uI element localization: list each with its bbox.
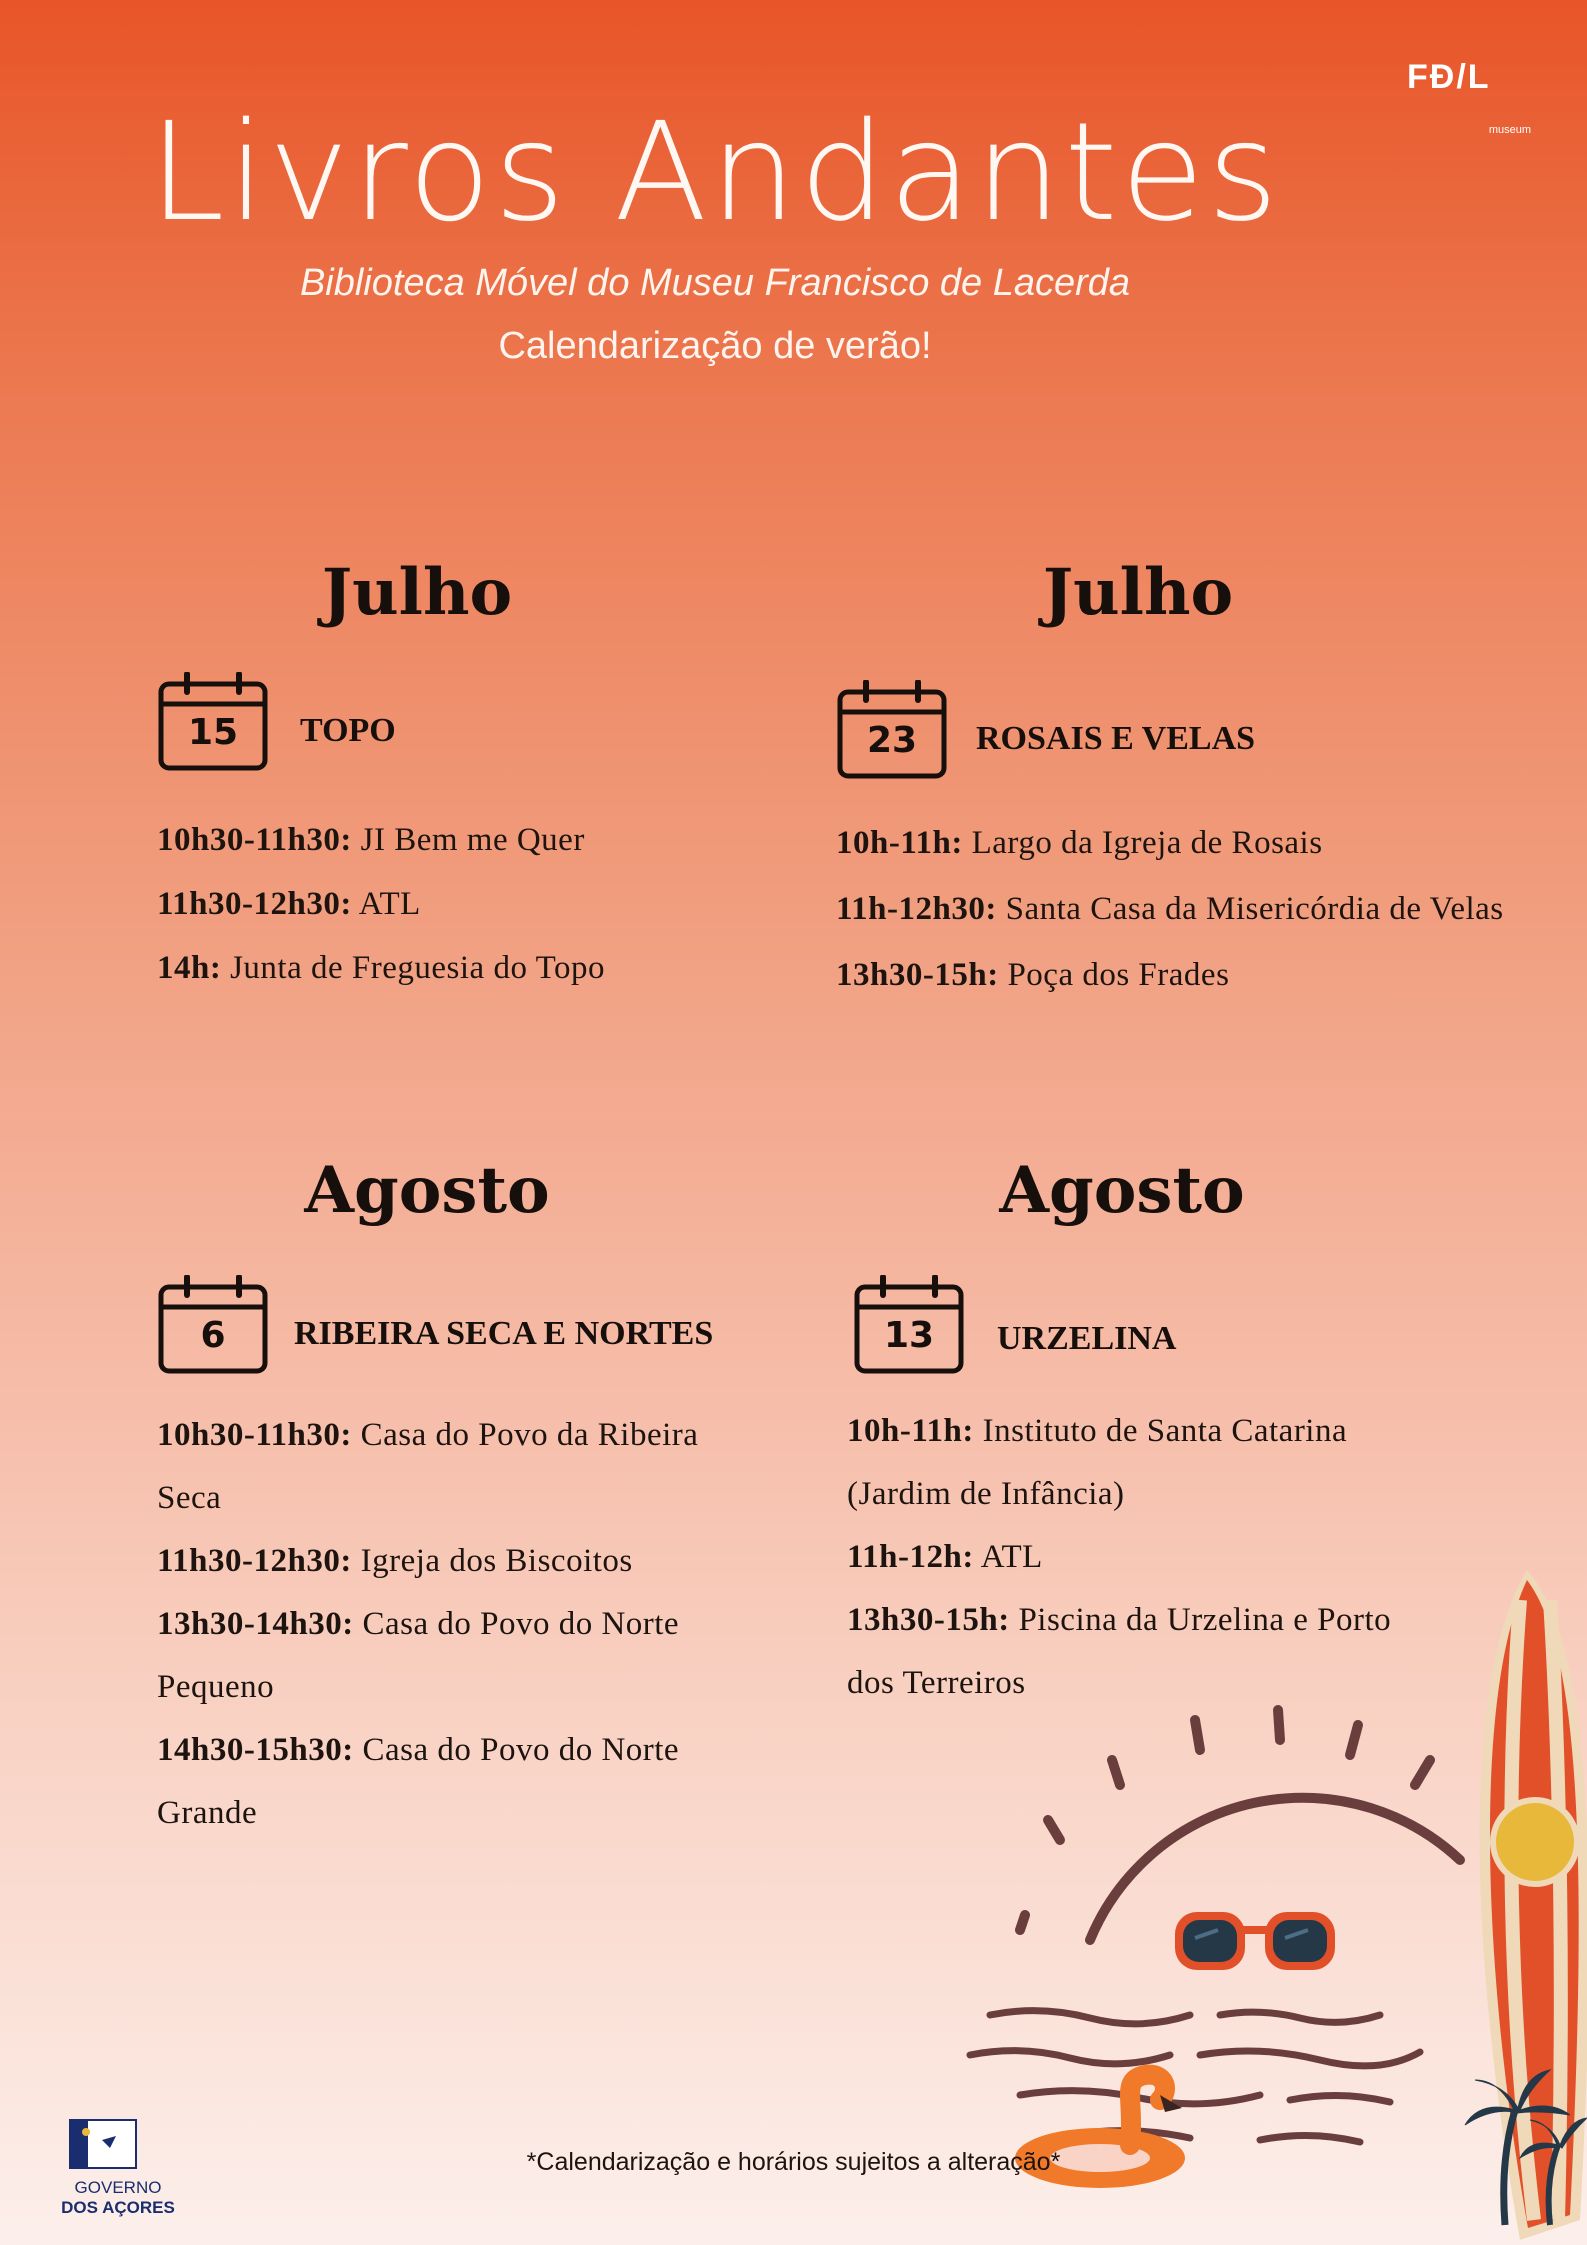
schedule-item: 13h30-14h30: Casa do Povo do Norte Pequeno [157, 1606, 680, 1705]
place-name: TOPO [300, 712, 396, 749]
schedule-item: 10h-11h: Largo da Igreja de Rosais [836, 825, 1323, 861]
schedule-item: 11h-12h30: Santa Casa da Misericórdia de Velas [836, 891, 1504, 927]
surfboard-icon [1480, 1570, 1587, 2240]
schedule-item: 11h30-12h30: ATL [157, 886, 421, 922]
calendar-icon [157, 1275, 269, 1375]
schedule-list [157, 1404, 757, 1845]
footer-note: *Calendarização e horários sujeitos a alteração* [526, 2148, 1061, 2176]
schedule-item: 14h: Junta de Freguesia do Topo [157, 950, 605, 986]
month-heading: Julho [321, 555, 513, 630]
calendar-day: 13 [883, 1315, 935, 1356]
beach-illustration [960, 1560, 1587, 2245]
poster-title: Livros Andantes [148, 94, 1282, 252]
poster-subtitle: Biblioteca Móvel do Museu Francisco de Lacerda [299, 262, 1131, 304]
logo-letters: FĐ/L [1407, 58, 1491, 96]
logo-sub: museum [1488, 124, 1531, 136]
month-heading: Julho [1042, 555, 1234, 630]
calendar-day: 23 [866, 720, 918, 761]
gov-line2: DOS AÇORES [61, 2198, 175, 2217]
calendar-day: 15 [187, 712, 239, 753]
schedule-item: 11h-12h: ATL [847, 1539, 1043, 1575]
calendar-icon [836, 680, 948, 780]
place-name: RIBEIRA SECA E NORTES [294, 1315, 714, 1352]
month-heading: Agosto [999, 1153, 1245, 1228]
schedule-item: 10h30-11h30: Casa do Povo da Ribeira Seca [157, 1417, 699, 1516]
governo-acores-logo [58, 2118, 178, 2218]
calendar-icon [853, 1275, 965, 1375]
month-heading: Agosto [304, 1153, 550, 1228]
schedule-item: 10h-11h: Instituto de Santa Catarina (Jardim de Infância) [847, 1413, 1348, 1512]
poster-tagline: Calendarização de verão! [498, 325, 932, 367]
calendar-day: 6 [200, 1315, 226, 1356]
schedule-item: 14h30-15h30: Casa do Povo do Norte Grande [157, 1732, 680, 1831]
calendar-icon [157, 672, 269, 772]
schedule-item: 13h30-15h: Poça dos Frades [836, 957, 1230, 993]
schedule-item: 10h30-11h30: JI Bem me Quer [157, 822, 585, 858]
place-name: ROSAIS E VELAS [976, 720, 1256, 757]
schedule-list [836, 810, 1516, 1008]
place-name: URZELINA [997, 1320, 1177, 1357]
sunglasses-icon [1175, 1912, 1335, 1970]
schedule-list [157, 808, 717, 1000]
schedule-item: 11h30-12h30: Igreja dos Biscoitos [157, 1543, 633, 1579]
fdl-museum-logo [1407, 58, 1537, 138]
gov-line1: GOVERNO [74, 2178, 162, 2197]
schedule-item: 13h30-15h: Piscina da Urzelina e Porto dos Terreiros [847, 1602, 1392, 1701]
